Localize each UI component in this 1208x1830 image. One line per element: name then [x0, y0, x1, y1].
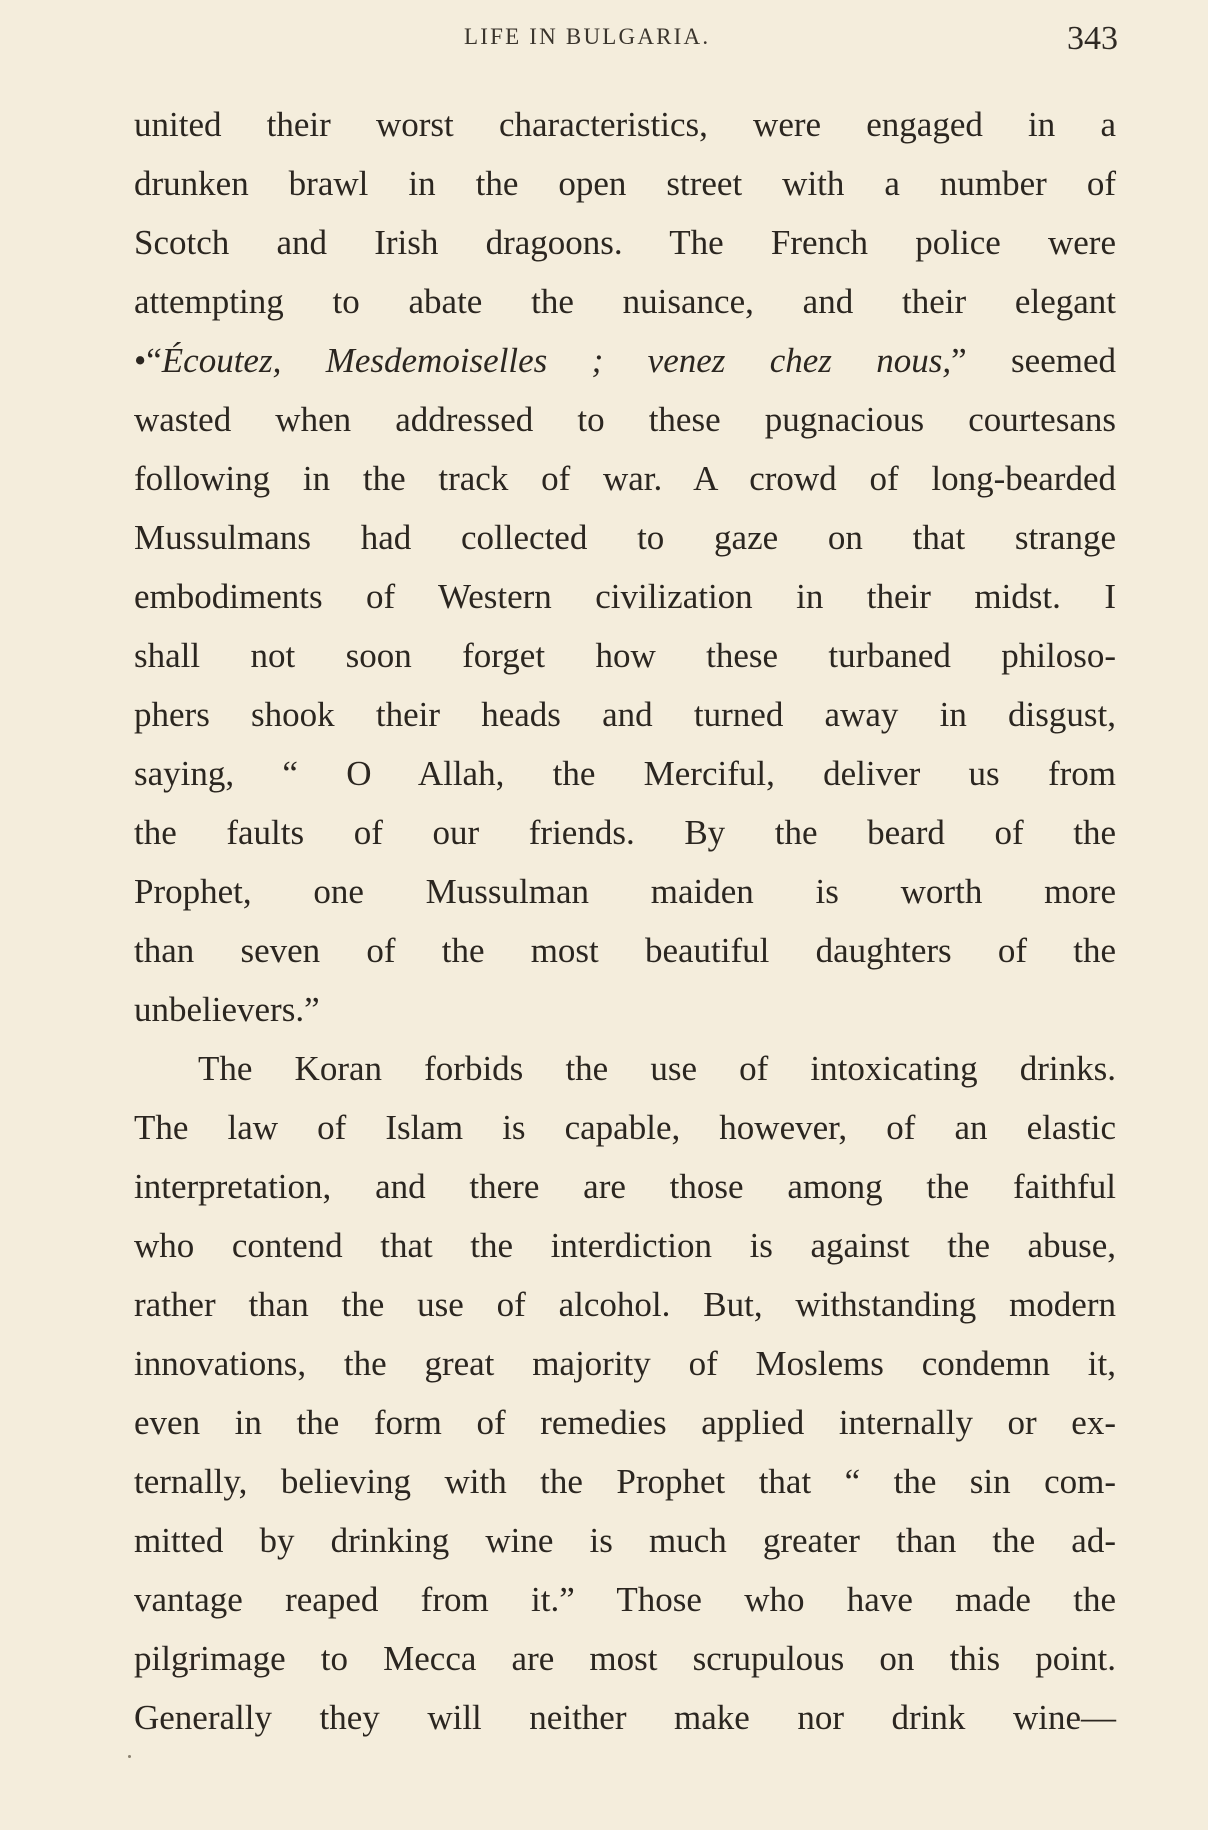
text-line: vantage reaped from it.” Those who have made the — [134, 1580, 1116, 1619]
text-line: the faults of our friends. By the beard of the — [134, 813, 1116, 852]
text-line: embodiments of Western civilization in their midst. I — [134, 577, 1116, 616]
text-line: saying, “ O Allah, the Merciful, deliver us from — [134, 754, 1116, 793]
text-line: Mussulmans had collected to gaze on that strange — [134, 518, 1116, 557]
text-line-with-italic-quote — [134, 331, 1116, 390]
paragraph-start-line: The Koran forbids the use of intoxicating drinks. — [198, 1049, 1116, 1088]
text-line: following in the track of war. A crowd of long-bearded — [134, 459, 1116, 498]
body-text — [134, 95, 1116, 1747]
text-line: rather than the use of alcohol. But, withstanding modern — [134, 1285, 1116, 1324]
text-line: mitted by drinking wine is much greater than the ad- — [134, 1521, 1116, 1560]
paragraph-end-line: unbelievers.” — [134, 990, 320, 1029]
text-line: attempting to abate the nuisance, and their elegant — [134, 282, 1116, 321]
text-line: interpretation, and there are those among the faithful — [134, 1167, 1116, 1206]
text-line: ternally, believing with the Prophet that “ the sin com- — [134, 1462, 1116, 1501]
opening-quote: •“ — [134, 341, 162, 380]
text-line: wasted when addressed to these pugnacious courtesans — [134, 400, 1116, 439]
text-line: Scotch and Irish dragoons. The French police were — [134, 223, 1116, 262]
text-line: who contend that the interdiction is against the abuse, — [134, 1226, 1116, 1265]
text-line: innovations, the great majority of Moslems condemn it, — [134, 1344, 1116, 1383]
text-line: pilgrimage to Mecca are most scrupulous on this point. — [134, 1639, 1116, 1678]
text-line: phers shook their heads and turned away in disgust, — [134, 695, 1116, 734]
text-line: Generally they will neither make nor drink wine— — [134, 1698, 1116, 1737]
text-line: than seven of the most beautiful daughters of the — [134, 931, 1116, 970]
margin-speck — [128, 1755, 131, 1758]
text-line: shall not soon forget how these turbaned philoso- — [134, 636, 1116, 675]
closing-text: ” seemed — [951, 341, 1116, 380]
page-number: 343 — [1067, 20, 1118, 57]
page-header — [0, 20, 1208, 60]
text-line: Prophet, one Mussulman maiden is worth more — [134, 872, 1116, 911]
text-line: even in the form of remedies applied internally or ex- — [134, 1403, 1116, 1442]
text-line: drunken brawl in the open street with a number of — [134, 164, 1116, 203]
text-line: united their worst characteristics, were engaged in a — [134, 105, 1116, 144]
text-line: The law of Islam is capable, however, of an elastic — [134, 1108, 1116, 1147]
italic-phrase: Écoutez, Mesdemoiselles ; venez chez nous, — [161, 341, 952, 380]
running-head: LIFE IN BULGARIA. — [464, 24, 711, 49]
